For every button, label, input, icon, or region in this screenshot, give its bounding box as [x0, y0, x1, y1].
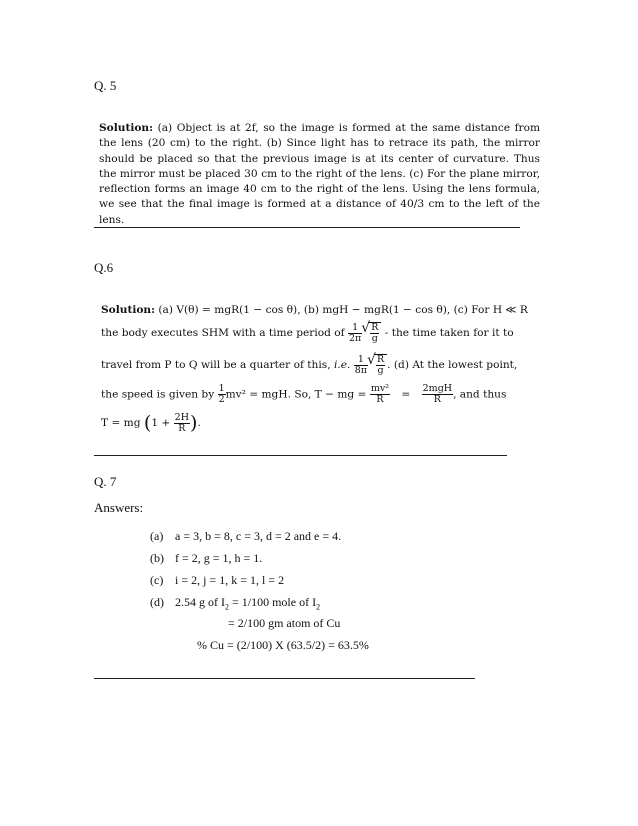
q6-line-2	[101, 322, 540, 344]
answer-d-cont-1: = 2/100 gm atom of Cu	[228, 616, 341, 630]
q6-solution-label: Solution:	[101, 304, 156, 316]
fraction-1-over-2pi: $\frac{1}{2\pi}$	[348, 321, 362, 344]
q5-solution-text: (a) Object is at 2f, so the image is formed at the same distance from the lens (20 cm) to the right. (b) Since light has to retrace its path, the mirror should be placed so that the previous image is at its center of curvature. Thus the mirror must be placed 30 cm to the right of the lens. (c) For the plane mirror, reflection forms an image 40 cm to the right of the lens. Using the lens formula, we see that the final image is formed at a distance of 40/3 cm to the left of the lens.	[99, 122, 540, 226]
q6-one-plus: 1 +	[151, 417, 171, 429]
q6-line3-a: travel from P to Q will be a quarter of this,	[101, 359, 331, 371]
q6-line4-eq: =	[401, 388, 411, 401]
q6-line4-b: mv² = mgH. So, T − mg =	[225, 388, 367, 401]
q6-line-1	[101, 304, 540, 316]
q5-solution	[99, 121, 540, 228]
fraction-2h-over-r: $\frac{2H}{R}$	[174, 411, 190, 434]
q6-line-5: T = mg (1 + $\frac{2H}{R}$ ).	[101, 411, 201, 434]
q5-solution-label: Solution:	[99, 122, 154, 134]
q6-line-3	[101, 354, 540, 376]
answer-d: (d) 2.54 g of $I_2 = 1/100$ mole of $I_2$	[150, 595, 321, 612]
answer-c: (c) i = 2, j = 1, k = 1, l = 2	[150, 573, 285, 587]
q6-line1-text: (a) V(θ) = mgR(1 − cos θ), (b) mgH − mgR(1 − cos θ), (c) For H ≪ R	[158, 304, 528, 316]
q6-line2-b: - the time taken for it to	[384, 327, 514, 339]
answer-d-cont-2: % Cu = (2/100) X (63.5/2) = 63.5%	[197, 638, 369, 652]
q5-label: Q. 5	[94, 78, 117, 93]
divider-3	[94, 678, 475, 679]
answer-a: (a) a = 3, b = 8, c = 3, d = 2 and e = 4.	[150, 529, 342, 543]
q6-line3-b: . (d) At the lowest point,	[387, 359, 518, 371]
divider-2	[94, 455, 507, 456]
q6-line2-a: the body executes SHM with a time period of	[101, 327, 345, 339]
q6-line-4	[101, 384, 540, 405]
fraction-2mgh-over-r: $\frac{\text{2mgH}}{R}$	[422, 383, 453, 405]
q6-line4-a: the speed is given by	[101, 388, 215, 401]
sqrt-r-over-g: √ $\frac{R}{g}$	[368, 322, 381, 344]
fraction-mv2-over-r: $\frac{\text{mv²}}{R}$	[370, 383, 389, 405]
q6-label: Q.6	[94, 260, 114, 275]
q7-answers-label: Answers:	[94, 500, 144, 515]
q6-line5-a: T = mg	[101, 417, 141, 429]
q6-line3-ie: i.e.	[333, 359, 351, 371]
divider-1	[94, 227, 520, 228]
fraction-1-over-8pi: $\frac{1}{8\pi}$	[354, 353, 368, 376]
fraction-1-over-2: $\frac{1}{2}$	[218, 383, 225, 405]
q7-label: Q. 7	[94, 474, 117, 489]
q6-line4-c: , and thus	[453, 388, 507, 401]
answer-b: (b) f = 2, g = 1, h = 1.	[150, 551, 263, 565]
sqrt-r-over-g-2: √ $\frac{R}{g}$	[374, 354, 387, 376]
